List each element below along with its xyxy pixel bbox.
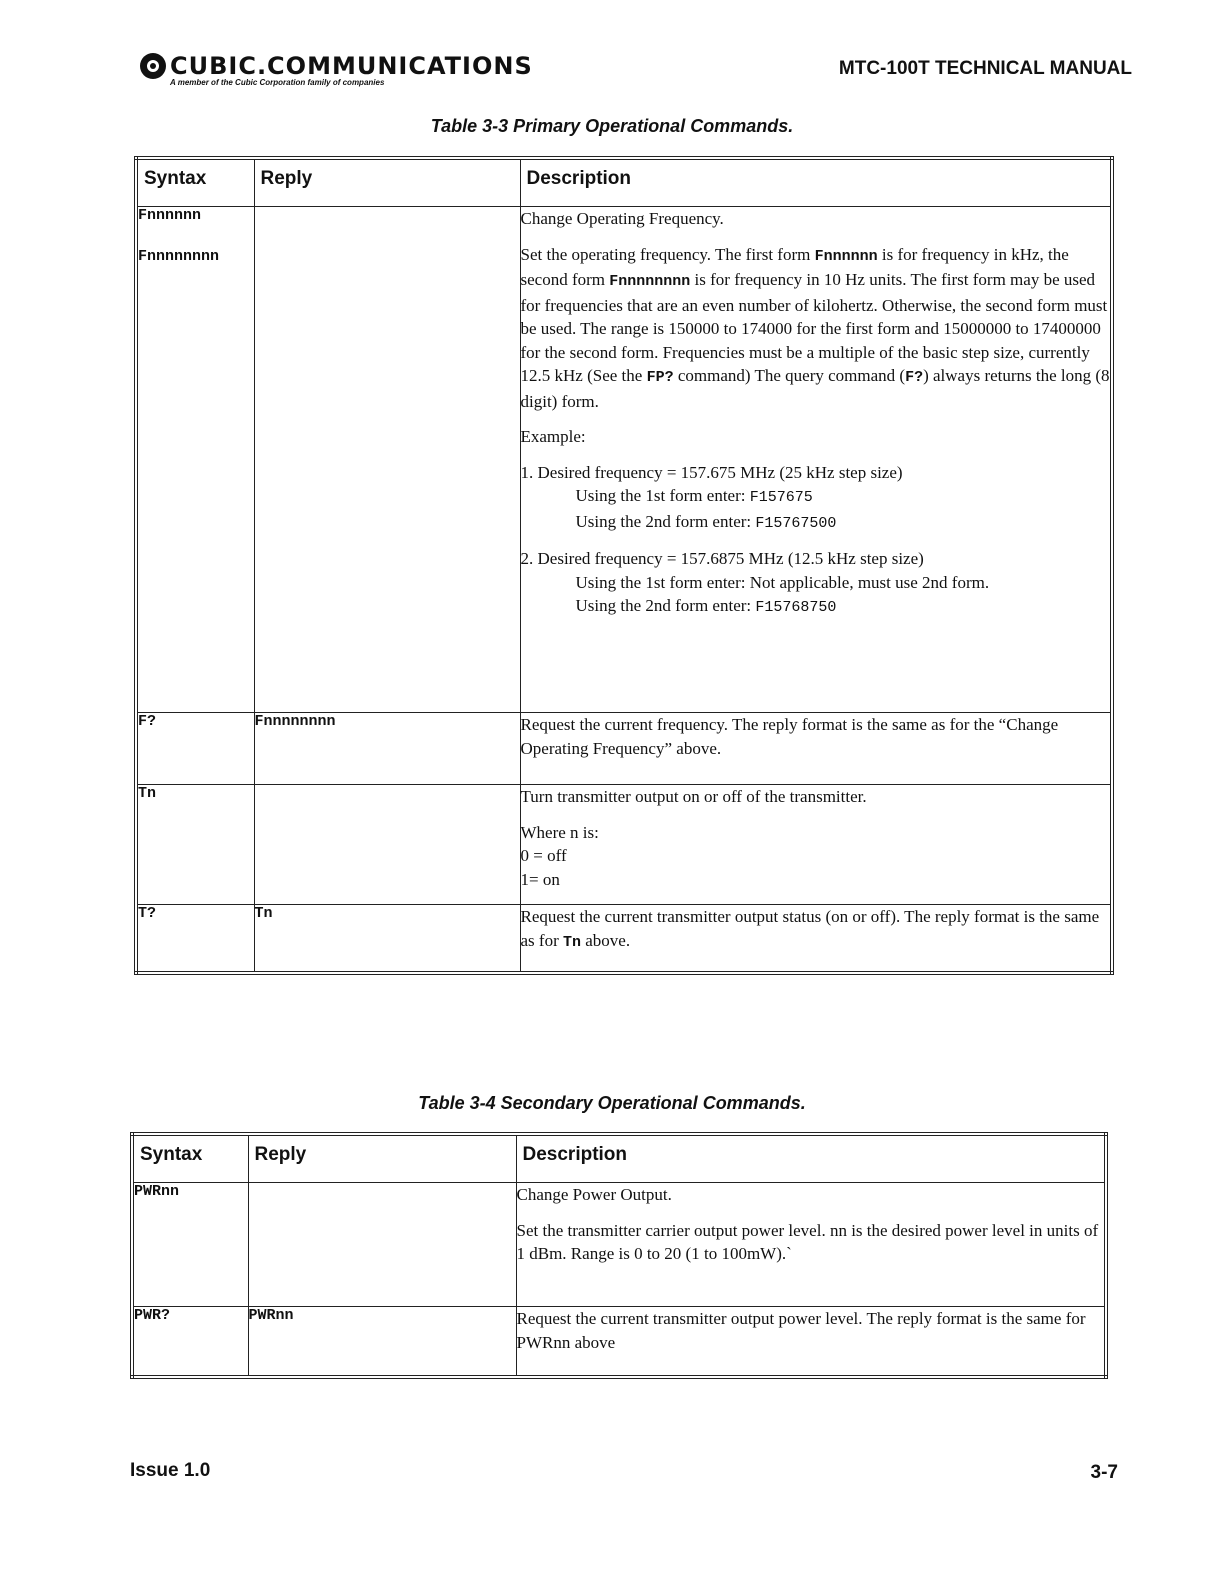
example-line: Using the 1st form enter: Not applicable, must use 2nd form. (575, 572, 990, 592)
table1-caption: Table 3-3 Primary Operational Commands. (430, 116, 794, 136)
syntax-cell: Tn (136, 785, 254, 905)
code-run: Tn (562, 933, 581, 951)
syntax-cell: F? (136, 713, 254, 785)
description-text: Where n is: (520, 822, 599, 842)
text-run: is for frequency in 10 Hz units. The first form may be used for frequencies that are an even number of kilohertz. Otherwise, the second form must be used. The range is 150000 to 174000 for the first form and 15000000 to 17400000 for the second form. Frequencies must be a multiple of the basic step size, currently 12.5 kHz (See the (520, 270, 1108, 385)
table-row (132, 1307, 1106, 1377)
example-1 (521, 461, 1111, 536)
reply-cell (248, 1183, 516, 1307)
table-header-row (136, 158, 1112, 207)
syntax-cell: T? (136, 905, 254, 973)
table-row (132, 1183, 1106, 1307)
syntax-cell: PWRnn (132, 1183, 248, 1307)
description-cell (516, 1183, 1106, 1307)
issue-label: Issue 1.0 (130, 1460, 211, 1481)
code-run: Fnnnnnnnn (609, 273, 691, 290)
description-cell (520, 785, 1112, 905)
reply-cell: PWRnn (248, 1307, 516, 1377)
code-run: F15768750 (755, 599, 837, 616)
code-run: FP? (646, 369, 674, 386)
code-run: F? (905, 369, 924, 386)
description-cell: Request the current transmitter output power level. The reply format is the same for PWRnn above (516, 1307, 1106, 1377)
col-reply: Reply (248, 1134, 516, 1183)
text-run: Request the current transmitter output status (on or off). The reply format is the same as for (520, 907, 1100, 950)
reply-cell: Tn (254, 905, 520, 973)
table-row (136, 905, 1112, 973)
text-run: Set the operating frequency. The first form (520, 244, 815, 264)
company-tagline: A member of the Cubic Corporation family of companies (170, 78, 385, 87)
description-text: 0 = off (520, 846, 567, 865)
col-reply: Reply (254, 158, 520, 207)
col-description: Description (516, 1134, 1106, 1183)
description-cell (520, 207, 1112, 713)
text-run: is for frequency in kHz, the second form (520, 244, 1069, 289)
col-syntax: Syntax (136, 158, 254, 207)
secondary-commands-table (130, 1132, 1108, 1379)
syntax-value: Fnnnnnnnn (138, 248, 220, 265)
example-2 (521, 547, 1111, 620)
primary-commands-table (134, 156, 1114, 975)
table-row (136, 785, 1112, 905)
cubic-logo-icon (140, 53, 166, 79)
code-run: Fnnnnnn (814, 247, 878, 265)
code-run: F157675 (749, 489, 813, 506)
manual-title: MTC-100T TECHNICAL MANUAL (838, 58, 1132, 79)
text-run: Using the 2nd form enter: (575, 511, 756, 531)
text-run: above. (581, 930, 631, 950)
description-text: 1= on (520, 869, 560, 889)
description-text: Set the transmitter carrier output power level. nn is the desired power level in units of 1 dBm. Range is 0 to 20 (1 to 100mW).` (516, 1220, 1099, 1263)
syntax-cell (136, 207, 254, 713)
description-cell: Request the current frequency. The reply format is the same as for the “Change Operating Frequency” above. (520, 713, 1112, 785)
example-title: 2. Desired frequency = 157.6875 MHz (12.5 kHz step size) (520, 549, 924, 568)
text-run: command) The query command ( (673, 366, 906, 385)
example-line (521, 510, 1111, 536)
company-logo (140, 52, 533, 87)
text-run: Using the 1st form enter: (575, 486, 750, 505)
syntax-cell: PWR? (132, 1307, 248, 1377)
table-row (136, 207, 1112, 713)
text-run: ) always returns the long (8 digit) form. (520, 366, 1110, 411)
col-description: Description (520, 158, 1112, 207)
reply-cell (254, 785, 520, 905)
example-line (521, 484, 1111, 510)
example-title: 1. Desired frequency = 157.675 MHz (25 kHz step size) (520, 462, 903, 482)
description-text (521, 243, 1111, 414)
description-title: Change Operating Frequency. (520, 209, 724, 228)
syntax-value: Fnnnnnn (138, 207, 202, 224)
reply-cell: Fnnnnnnnn (254, 713, 520, 785)
col-syntax: Syntax (132, 1134, 248, 1183)
table2-caption: Table 3-4 Secondary Operational Commands. (418, 1093, 806, 1113)
text-run: Using the 2nd form enter: (575, 596, 756, 615)
table-header-row (132, 1134, 1106, 1183)
example-label: Example: (520, 427, 586, 446)
table-row (136, 713, 1112, 785)
description-cell (520, 905, 1112, 973)
company-name: CUBIC.COMMUNICATIONS (170, 52, 533, 80)
example-line (521, 594, 1111, 620)
description-text: Turn transmitter output on or off of the transmitter. (520, 787, 867, 806)
description-title: Change Power Output. (516, 1185, 672, 1204)
page-number: 3-7 (1090, 1462, 1118, 1483)
reply-cell (254, 207, 520, 713)
code-run: F15767500 (755, 514, 837, 532)
